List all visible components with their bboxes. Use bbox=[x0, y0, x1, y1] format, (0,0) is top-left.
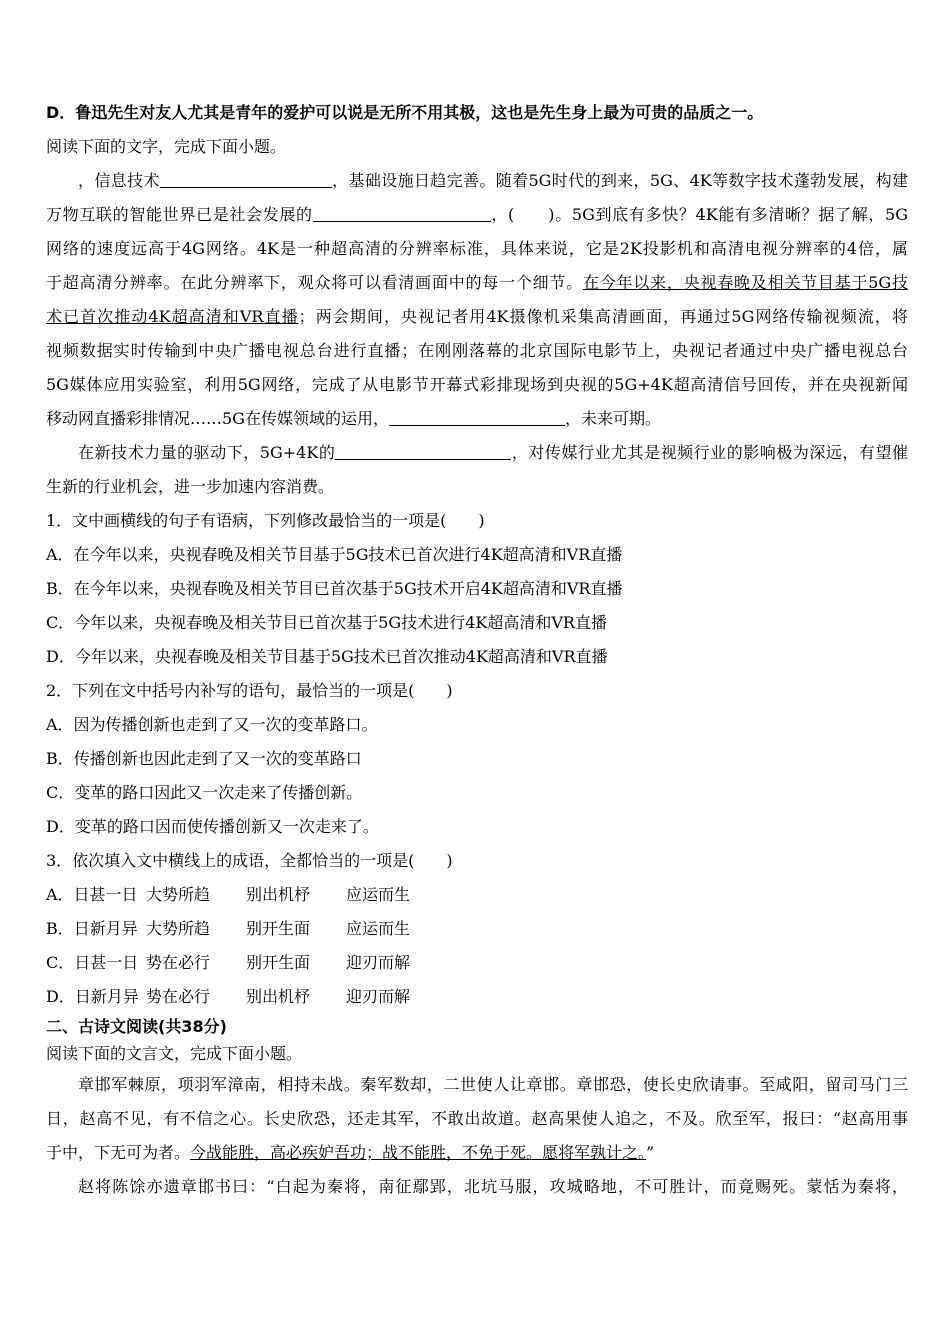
passage-line: 章邯军棘原，项羽军漳南，相持未战。秦军数却，二世使人让章邯。章邯恐，使长史欣请事。至咸阳，留司马门三 bbox=[78, 1075, 908, 1094]
idiom: 别出机杼 bbox=[246, 885, 311, 904]
option-d[interactable]: D．今年以来，央视春晚及相关节目基于5G技术已首次推动4K超高清和VR直播 bbox=[46, 647, 608, 666]
passage-text: 移动网直播彩排情况……5G在传媒领域的运用， bbox=[46, 409, 389, 428]
passage-line: 日，赵高不见，有不信之心。长史欣恐，还走其军，不敢出故道。赵高果使人追之，不及。欣至军，报曰：“赵高用事 bbox=[46, 1109, 908, 1128]
passage-text: ，信息技术 bbox=[78, 171, 160, 190]
passage-line bbox=[46, 436, 908, 470]
fill-blank-3 bbox=[389, 407, 565, 426]
option-d[interactable]: D．变革的路口因而使传播创新又一次走来了。 bbox=[46, 817, 379, 836]
question-stem: 3．依次填入文中横线上的成语，全都恰当的一项是( ) bbox=[46, 851, 453, 870]
option-b[interactable] bbox=[46, 912, 908, 946]
option-b[interactable]: B．在今年以来，央视春晚及相关节目已首次基于5G技术开启4K超高清和VR直播 bbox=[46, 579, 623, 598]
passage-line bbox=[46, 198, 908, 232]
document-page bbox=[46, 96, 908, 1204]
classical-passage bbox=[46, 1068, 908, 1204]
idiom: 别出机杼 bbox=[246, 987, 311, 1006]
passage-text: ，对传媒行业尤其是视频行业的影响极为深远，有望催 bbox=[511, 443, 908, 462]
idiom: 大势所趋 bbox=[146, 885, 211, 904]
passage-line: 生新的行业机会，进一步加速内容消费。 bbox=[46, 477, 335, 496]
idiom: A．日甚一日 bbox=[46, 885, 138, 904]
passage-text: ，未来可期。 bbox=[564, 409, 661, 428]
option-c[interactable]: C．今年以来，央视春晚及相关节目已首次基于5G技术进行4K超高清和VR直播 bbox=[46, 613, 607, 632]
reading-instruction: 阅读下面的文字，完成下面小题。 bbox=[46, 137, 287, 156]
option-b[interactable]: B．传播创新也因此走到了又一次的变革路口 bbox=[46, 749, 362, 768]
passage-line bbox=[46, 1136, 908, 1170]
passage-text: 于中，下无可为者。 bbox=[46, 1143, 191, 1162]
idiom: D．日新月异 bbox=[46, 987, 139, 1006]
fill-blank-1 bbox=[160, 169, 332, 188]
passage-text: 在新技术力量的驱动下，5G+4K的 bbox=[78, 443, 336, 462]
option-a[interactable]: A．在今年以来，央视春晚及相关节目基于5G技术已首次进行4K超高清和VR直播 bbox=[46, 545, 623, 564]
fill-blank-2 bbox=[313, 203, 491, 222]
idiom: 别开生面 bbox=[246, 919, 311, 938]
idiom: C．日甚一日 bbox=[46, 953, 139, 972]
idiom: 大势所趋 bbox=[146, 919, 211, 938]
passage-line: 视频数据实时传输到中央广播电视总台进行直播；在刚刚落幕的北京国际电影节上，央视记者通过中央广播电视总台 bbox=[46, 341, 908, 360]
passage-line bbox=[46, 266, 908, 300]
passage-line: 网络的速度远高于4G网络。4K是一种超高清的分辨率标准，具体来说，它是2K投影机和高清电视分辨率的4倍，属 bbox=[46, 239, 908, 258]
idiom: B．日新月异 bbox=[46, 919, 138, 938]
fill-blank-4 bbox=[335, 441, 511, 460]
question-stem: 1．文中画横线的句子有语病，下列修改最恰当的一项是( ) bbox=[46, 511, 485, 530]
idiom: 迎刃而解 bbox=[346, 987, 411, 1006]
idiom: 势在必行 bbox=[146, 987, 211, 1006]
question-stem: 2．下列在文中括号内补写的语句，最恰当的一项是( ) bbox=[46, 681, 453, 700]
passage-text: ” bbox=[646, 1143, 655, 1162]
passage-line bbox=[46, 300, 908, 334]
passage-line bbox=[46, 164, 908, 198]
passage-line: 赵将陈馀亦遗章邯书曰：“白起为秦将，南征鄢郢，北坑马服，攻城略地，不可胜计，而竟赐死。蒙恬为秦将， bbox=[78, 1177, 908, 1196]
idiom: 迎刃而解 bbox=[346, 953, 411, 972]
question-2 bbox=[46, 674, 908, 844]
underlined-sentence: 今战能胜，高必疾妒吾功；战不能胜，不免于死。愿将军孰计之。 bbox=[190, 1143, 647, 1162]
passage-text: ，( )。5G到底有多快？4K能有多清晰？据了解，5G bbox=[490, 205, 908, 224]
passage-text: 万物互联的智能世界已是社会发展的 bbox=[46, 205, 313, 224]
underlined-sentence: 术已首次推动4K超高清和VR直播 bbox=[46, 307, 299, 326]
section-2-heading: 二、古诗文阅读(共38分) bbox=[46, 1017, 227, 1036]
question-1 bbox=[46, 504, 908, 674]
passage-text: ，基础设施日趋完善。随着5G时代的到来，5G、4K等数字技术蓬勃发展，构建 bbox=[331, 171, 908, 190]
option-c[interactable]: C．变革的路口因此又一次走来了传播创新。 bbox=[46, 783, 363, 802]
option-d[interactable] bbox=[46, 980, 908, 1014]
underlined-sentence: 在今年以来，央视春晚及相关节目基于5G技 bbox=[582, 273, 908, 292]
idiom: 应运而生 bbox=[346, 919, 411, 938]
option-a[interactable]: A．因为传播创新也走到了又一次的变革路口。 bbox=[46, 715, 378, 734]
option-c[interactable] bbox=[46, 946, 908, 980]
prev-question-option-d: D．鲁迅先生对友人尤其是青年的爱护可以说是无所不用其极，这也是先生身上最为可贵的品质之一。 bbox=[46, 103, 764, 122]
idiom: 势在必行 bbox=[146, 953, 211, 972]
passage-text: ；两会期间，央视记者用4K摄像机采集高清画面，再通过5G网络传输视频流，将 bbox=[298, 307, 908, 326]
idiom: 别开生面 bbox=[246, 953, 311, 972]
question-3 bbox=[46, 844, 908, 1014]
modern-passage bbox=[46, 164, 908, 504]
option-a[interactable] bbox=[46, 878, 908, 912]
passage-text: 于超高清分辨率。在此分辨率下，观众将可以看清画面中的每一个细节。 bbox=[46, 273, 583, 292]
passage-line: 5G媒体应用实验室，利用5G网络，完成了从电影节开幕式彩排现场到央视的5G+4K超高清信号回传，并在央视新闻 bbox=[46, 375, 908, 394]
passage-line bbox=[46, 402, 908, 436]
reading-instruction-2: 阅读下面的文言文，完成下面小题。 bbox=[46, 1044, 303, 1063]
idiom: 应运而生 bbox=[346, 885, 411, 904]
